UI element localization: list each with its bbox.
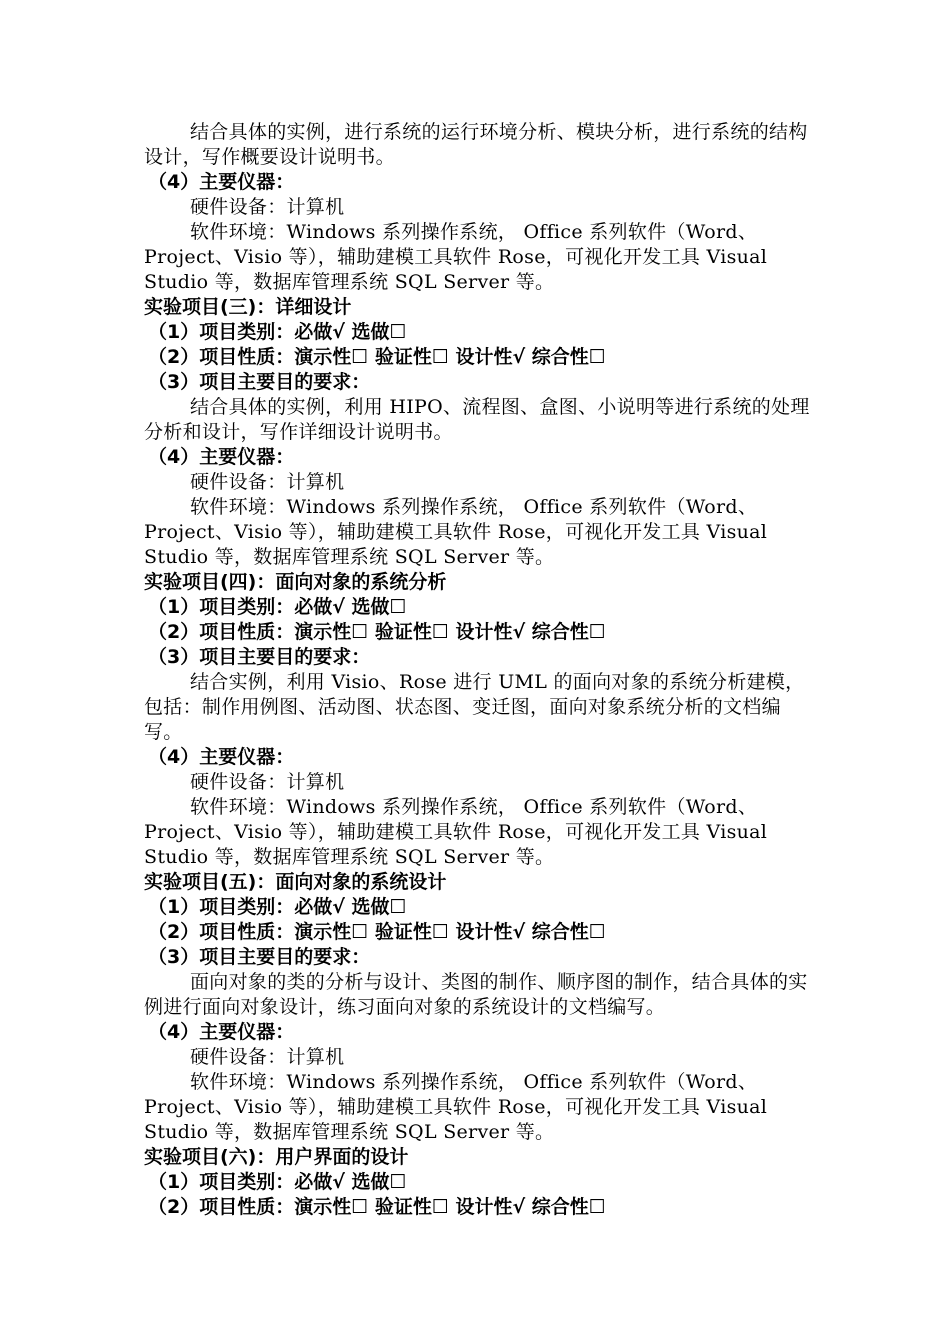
item-heading: （3）项目主要目的要求： xyxy=(148,946,371,968)
hardware-line: 硬件设备：计算机 xyxy=(190,771,345,793)
item-heading: （1）项目类别：必做√ 选做☐ xyxy=(148,321,407,343)
paragraph: 结合具体的实例，利用 HIPO、流程图、盒图、小说明等进行系统的处理分析和设计，写作详细设计说明书。 xyxy=(144,396,810,443)
item-heading: （3）项目主要目的要求： xyxy=(148,371,371,393)
hardware-line: 硬件设备：计算机 xyxy=(190,471,345,493)
software-paragraph: 软件环境：Windows 系列操作系统， Office 系列软件（Word、Project、Visio 等），辅助建模工具软件 Rose，可视化开发工具 Visual Studio 等，数据库管理系统 SQL Server 等。 xyxy=(144,221,768,293)
item-heading: （2）项目性质：演示性☐ 验证性☐ 设计性√ 综合性☐ xyxy=(148,621,606,643)
item-heading: （1）项目类别：必做√ 选做☐ xyxy=(148,1171,407,1193)
item-heading: （4）主要仪器： xyxy=(148,746,295,768)
item-heading: （1）项目类别：必做√ 选做☐ xyxy=(148,596,407,618)
software-paragraph: 软件环境：Windows 系列操作系统， Office 系列软件（Word、Project、Visio 等），辅助建模工具软件 Rose，可视化开发工具 Visual Studio 等，数据库管理系统 SQL Server 等。 xyxy=(144,796,768,868)
paragraph: 面向对象的类的分析与设计、类图的制作、顺序图的制作，结合具体的实例进行面向对象设计，练习面向对象的系统设计的文档编写。 xyxy=(144,971,808,1018)
item-heading: （2）项目性质：演示性☐ 验证性☐ 设计性√ 综合性☐ xyxy=(148,346,606,368)
document-page xyxy=(144,120,814,1220)
section-title: 实验项目(五)：面向对象的系统设计 xyxy=(144,871,447,893)
item-heading: （1）项目类别：必做√ 选做☐ xyxy=(148,896,407,918)
hardware-line: 硬件设备：计算机 xyxy=(190,196,345,218)
item-heading: （3）项目主要目的要求： xyxy=(148,646,371,668)
item-heading: （4）主要仪器： xyxy=(148,171,295,193)
software-paragraph: 软件环境：Windows 系列操作系统， Office 系列软件（Word、Project、Visio 等），辅助建模工具软件 Rose，可视化开发工具 Visual Studio 等，数据库管理系统 SQL Server 等。 xyxy=(144,1071,768,1143)
item-heading: （2）项目性质：演示性☐ 验证性☐ 设计性√ 综合性☐ xyxy=(148,921,606,943)
paragraph: 结合实例，利用 Visio、Rose 进行 UML 的面向对象的系统分析建模，包括：制作用例图、活动图、状态图、变迁图，面向对象系统分析的文档编写。 xyxy=(144,671,805,743)
section-title: 实验项目(六)：用户界面的设计 xyxy=(144,1146,409,1168)
section-title: 实验项目(四)：面向对象的系统分析 xyxy=(144,571,447,593)
software-paragraph: 软件环境：Windows 系列操作系统， Office 系列软件（Word、Project、Visio 等），辅助建模工具软件 Rose，可视化开发工具 Visual Studio 等，数据库管理系统 SQL Server 等。 xyxy=(144,496,768,568)
item-heading: （2）项目性质：演示性☐ 验证性☐ 设计性√ 综合性☐ xyxy=(148,1196,606,1218)
item-heading: （4）主要仪器： xyxy=(148,1021,295,1043)
item-heading: （4）主要仪器： xyxy=(148,446,295,468)
paragraph: 结合具体的实例，进行系统的运行环境分析、模块分析，进行系统的结构设计，写作概要设计说明书。 xyxy=(144,121,808,168)
hardware-line: 硬件设备：计算机 xyxy=(190,1046,345,1068)
section-title: 实验项目(三)：详细设计 xyxy=(144,296,352,318)
